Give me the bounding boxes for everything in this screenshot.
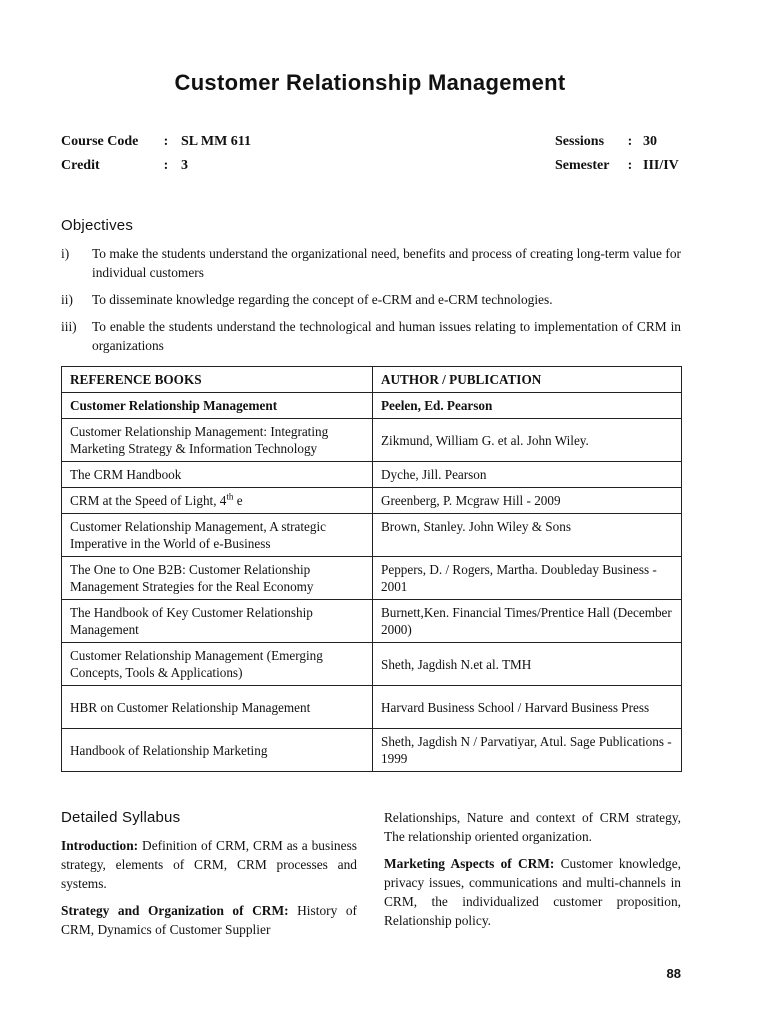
table-row (62, 462, 682, 488)
credit-row (61, 156, 251, 180)
course-info-right (555, 132, 679, 180)
book-author: Peppers, D. / Rogers, Martha. Doubleday Business - 2001 (373, 557, 682, 600)
table-row (62, 514, 682, 557)
semester-label: Semester (555, 158, 610, 173)
topic-text: Definition of CRM, CRM as a business strategy, elements of CRM, CRM processes and systems. (61, 838, 357, 891)
book-title: HBR on Customer Relationship Management (62, 686, 373, 729)
credit-value: 3 (181, 158, 188, 173)
objectives-list (61, 244, 681, 363)
course-code-value: SL MM 611 (181, 134, 252, 149)
sessions-label: Sessions (555, 134, 605, 149)
syllabus-introduction (61, 836, 357, 893)
book-author: Sheth, Jagdish N.et al. TMH (373, 643, 682, 686)
separator: : (627, 158, 633, 173)
sessions-value: 30 (643, 134, 657, 149)
objective-text: To enable the students understand the technological and human issues relating to implementation of CRM in organizations (92, 319, 681, 353)
syllabus-strategy-continued: Relationships, Nature and context of CRM strategy, The relationship oriented organization. (384, 810, 681, 844)
book-title: CRM at the Speed of Light, 4 (70, 493, 227, 508)
topic-text: History of CRM, Dynamics of Customer Supplier (61, 903, 357, 937)
book-author: Peelen, Ed. Pearson (373, 393, 682, 419)
header-reference-books: REFERENCE BOOKS (62, 367, 373, 393)
book-author: Harvard Business School / Harvard Business Press (373, 686, 682, 729)
table-row (62, 488, 682, 514)
table-row (62, 643, 682, 686)
book-title: Handbook of Relationship Marketing (62, 729, 373, 772)
book-title: The One to One B2B: Customer Relationship Management Strategies for the Real Economy (62, 557, 373, 600)
syllabus-marketing (384, 854, 681, 930)
book-title: Customer Relationship Management (62, 393, 373, 419)
semester-row (555, 156, 679, 180)
edition-superscript: th (226, 491, 234, 502)
book-author: Dyche, Jill. Pearson (373, 462, 682, 488)
page-number: 88 (666, 966, 681, 981)
course-code-row (61, 132, 251, 156)
separator: : (627, 134, 633, 149)
table-row (62, 393, 682, 419)
credit-label: Credit (61, 158, 100, 173)
table-row (62, 600, 682, 643)
sessions-row (555, 132, 679, 156)
book-title: Customer Relationship Management, A strategic Imperative in the World of e-Business (62, 514, 373, 557)
book-author: Sheth, Jagdish N / Parvatiyar, Atul. Sage Publications - 1999 (373, 729, 682, 772)
objectives-heading: Objectives (61, 217, 134, 234)
table-row (62, 729, 682, 772)
table-row (62, 419, 682, 462)
book-author: Brown, Stanley. John Wiley & Sons (373, 514, 682, 557)
syllabus-strategy (61, 901, 357, 939)
reference-books-table (61, 366, 682, 772)
topic-title: Introduction: (61, 838, 139, 853)
book-title: The Handbook of Key Customer Relationship Management (62, 600, 373, 643)
objective-number: ii) (61, 292, 73, 307)
objective-item (61, 317, 681, 355)
book-author: Greenberg, P. Mcgraw Hill - 2009 (373, 488, 682, 514)
course-code-label: Course Code (61, 134, 139, 149)
objective-number: iii) (61, 319, 77, 334)
objective-text: To disseminate knowledge regarding the concept of e-CRM and e-CRM technologies. (92, 292, 553, 307)
header-author-publication: AUTHOR / PUBLICATION (373, 367, 682, 393)
syllabus-heading: Detailed Syllabus (61, 809, 181, 826)
table-header-row (62, 367, 682, 393)
syllabus-left-column (61, 808, 357, 947)
page-title: Customer Relationship Management (174, 70, 566, 95)
book-title: Customer Relationship Management: Integrating Marketing Strategy & Information Technology (62, 419, 373, 462)
objective-number: i) (61, 246, 70, 261)
table-row (62, 557, 682, 600)
separator: : (163, 134, 169, 149)
separator: : (163, 158, 169, 173)
course-info-left (61, 132, 251, 180)
topic-text: Customer knowledge, privacy issues, communications and multi-channels in CRM, the individualized customer proposition, Relationship policy. (384, 856, 681, 928)
objective-text: To make the students understand the organizational need, benefits and process of creating long-term value for individual customers (92, 246, 681, 280)
semester-value: III/IV (643, 158, 679, 173)
topic-title: Strategy and Organization of CRM: (61, 903, 289, 918)
book-author: Zikmund, William G. et al. John Wiley. (373, 419, 682, 462)
table-row (62, 686, 682, 729)
book-title-cell (62, 488, 373, 514)
book-author: Burnett,Ken. Financial Times/Prentice Hall (December 2000) (373, 600, 682, 643)
objective-item (61, 244, 681, 282)
topic-title: Marketing Aspects of CRM: (384, 856, 555, 871)
edition-suffix: e (233, 493, 243, 508)
objective-item (61, 290, 681, 309)
syllabus-right-column (384, 808, 681, 938)
book-title: Customer Relationship Management (Emerging Concepts, Tools & Applications) (62, 643, 373, 686)
book-title: The CRM Handbook (62, 462, 373, 488)
